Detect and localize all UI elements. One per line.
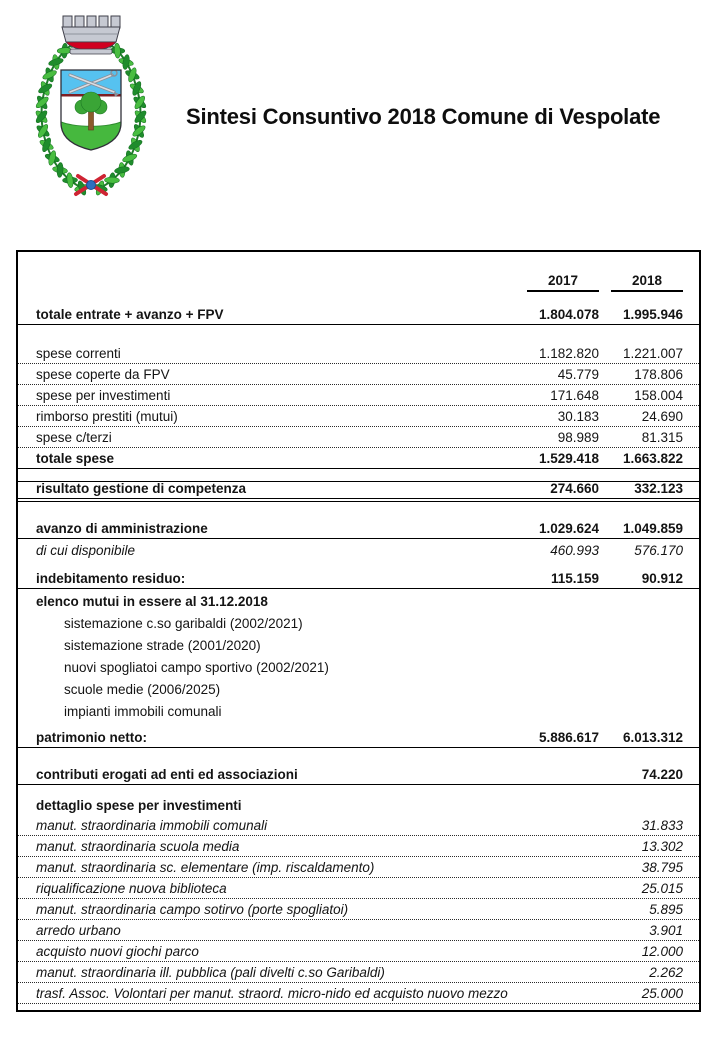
- value-2017: 1.182.820: [538, 346, 599, 361]
- row-label: manut. straordinaria immobili comunali: [36, 818, 268, 833]
- row-spacer: [18, 560, 699, 568]
- row-label: contributi erogati ad enti ed associazioni: [36, 767, 298, 782]
- row-label: spese per investimenti: [36, 388, 171, 403]
- table-row: [18, 518, 699, 539]
- row-label: manut. straordinaria scuola media: [36, 839, 240, 854]
- table-row: [18, 941, 699, 962]
- value-2017: 98.989: [557, 430, 599, 445]
- value-2017: 115.159: [550, 571, 599, 586]
- value-2018: 158.004: [634, 388, 683, 403]
- value-2018: 24.690: [641, 409, 683, 424]
- row-label: manut. straordinaria ill. pubblica (pali divelti c.so Garibaldi): [36, 965, 385, 980]
- row-label: spese coperte da FPV: [36, 367, 170, 382]
- value-2017: 5.886.617: [538, 730, 599, 745]
- row-label: totale entrate + avanzo + FPV: [36, 307, 224, 322]
- table-row: [18, 448, 699, 469]
- value-2018: 576.170: [634, 543, 683, 558]
- wreath-leaf: [104, 177, 119, 183]
- table-row: [18, 568, 699, 589]
- summary-table: [16, 250, 701, 1012]
- value-2018: 38.795: [641, 860, 683, 875]
- value-2018: 12.000: [641, 944, 683, 959]
- table-row: [18, 727, 699, 748]
- table-row: [18, 857, 699, 878]
- table-row: [18, 385, 699, 406]
- table-row: [18, 633, 699, 655]
- table-row: [18, 406, 699, 427]
- value-2017: 1.029.624: [538, 521, 599, 536]
- summary-table-body: [18, 252, 699, 1004]
- table-row: [18, 677, 699, 699]
- value-2018: 74.220: [641, 767, 683, 782]
- value-2018: 332.123: [634, 481, 683, 496]
- value-2018: 5.895: [649, 902, 683, 917]
- table-row: [18, 364, 699, 385]
- value-2017: 274.660: [550, 481, 599, 496]
- row-label: sistemazione c.so garibaldi (2002/2021): [64, 616, 303, 631]
- value-2018: 1.663.822: [622, 451, 683, 466]
- row-spacer: [18, 502, 699, 518]
- wreath-leaf: [56, 162, 63, 177]
- value-2018: 6.013.312: [622, 730, 683, 745]
- table-row: [18, 836, 699, 857]
- row-label: rimborso prestiti (mutui): [36, 409, 178, 424]
- row-label: manut. straordinaria campo sotirvo (porte spogliatoi): [36, 902, 349, 917]
- value-2018: 1.221.007: [622, 346, 683, 361]
- row-label: indebitamento residuo:: [36, 571, 186, 586]
- row-label: manut. straordinaria sc. elementare (imp. riscaldamento): [36, 860, 375, 875]
- value-2018: 2.262: [649, 965, 683, 980]
- value-2018: 90.912: [641, 571, 683, 586]
- row-label: spese correnti: [36, 346, 121, 361]
- value-2018: 31.833: [641, 818, 683, 833]
- row-label: patrimonio netto:: [36, 730, 147, 745]
- value-2017: 171.648: [550, 388, 599, 403]
- row-label: dettaglio spese per investimenti: [36, 798, 242, 813]
- row-spacer: [18, 294, 699, 304]
- table-row: [18, 962, 699, 983]
- wreath-leaf: [66, 172, 74, 188]
- row-label: di cui disponibile: [36, 543, 136, 558]
- value-2017: 45.779: [557, 367, 599, 382]
- table-row: [18, 793, 699, 815]
- page-title: Sintesi Consuntivo 2018 Comune di Vespolate: [186, 104, 661, 129]
- value-2018: 13.302: [641, 839, 683, 854]
- wreath-leaf: [114, 166, 130, 175]
- shield-icon: [59, 70, 123, 158]
- value-2018: 3.901: [649, 923, 683, 938]
- row-label: riqualificazione nuova biblioteca: [36, 881, 227, 896]
- year-header-row: [18, 252, 699, 294]
- row-label: acquisto nuovi giochi parco: [36, 944, 199, 959]
- table-row: [18, 764, 699, 785]
- table-row: [18, 699, 699, 721]
- table-row: [18, 983, 699, 1004]
- value-2018: 1.049.859: [622, 521, 683, 536]
- value-2017: 460.993: [550, 543, 599, 558]
- table-row: [18, 655, 699, 677]
- row-label: arredo urbano: [36, 923, 121, 938]
- value-2017: 30.183: [557, 409, 599, 424]
- table-row: [18, 589, 699, 611]
- table-row: [18, 920, 699, 941]
- wreath-leaf: [114, 43, 121, 58]
- table-row: [18, 481, 699, 502]
- municipal-coat-of-arms: [26, 8, 156, 208]
- row-label: trasf. Assoc. Volontari per manut. straord. micro-nido ed acquisto nuovo mezzo: [36, 986, 508, 1001]
- row-spacer: [18, 469, 699, 481]
- value-2018: 1.995.946: [622, 307, 683, 322]
- table-row: [18, 815, 699, 836]
- value-2017: 1.529.418: [538, 451, 599, 466]
- row-label: scuole medie (2006/2025): [64, 682, 221, 697]
- table-row: [18, 899, 699, 920]
- value-2018: 178.806: [634, 367, 683, 382]
- table-row: [18, 878, 699, 899]
- value-2018: 25.015: [641, 881, 683, 896]
- row-spacer: [18, 748, 699, 764]
- row-label: spese c/terzi: [36, 430, 112, 445]
- year-column-2018: 2018: [599, 273, 683, 292]
- row-label: elenco mutui in essere al 31.12.2018: [36, 594, 268, 609]
- row-label: avanzo di amministrazione: [36, 521, 208, 536]
- table-row: [18, 343, 699, 364]
- value-2017: 1.804.078: [538, 307, 599, 322]
- table-row: [18, 539, 699, 560]
- value-2018: 25.000: [641, 986, 683, 1001]
- row-label: impianti immobili comunali: [64, 704, 222, 719]
- table-row: [18, 427, 699, 448]
- year-column-2017: 2017: [515, 273, 599, 292]
- value-2018: 81.315: [641, 430, 683, 445]
- row-label: risultato gestione di competenza: [36, 481, 247, 496]
- table-row: [18, 611, 699, 633]
- table-row: [18, 304, 699, 325]
- row-spacer: [18, 785, 699, 793]
- row-label: sistemazione strade (2001/2020): [64, 638, 261, 653]
- row-spacer: [18, 325, 699, 343]
- row-label: totale spese: [36, 451, 115, 466]
- row-label: nuovi spogliatoi campo sportivo (2002/2021): [64, 660, 329, 675]
